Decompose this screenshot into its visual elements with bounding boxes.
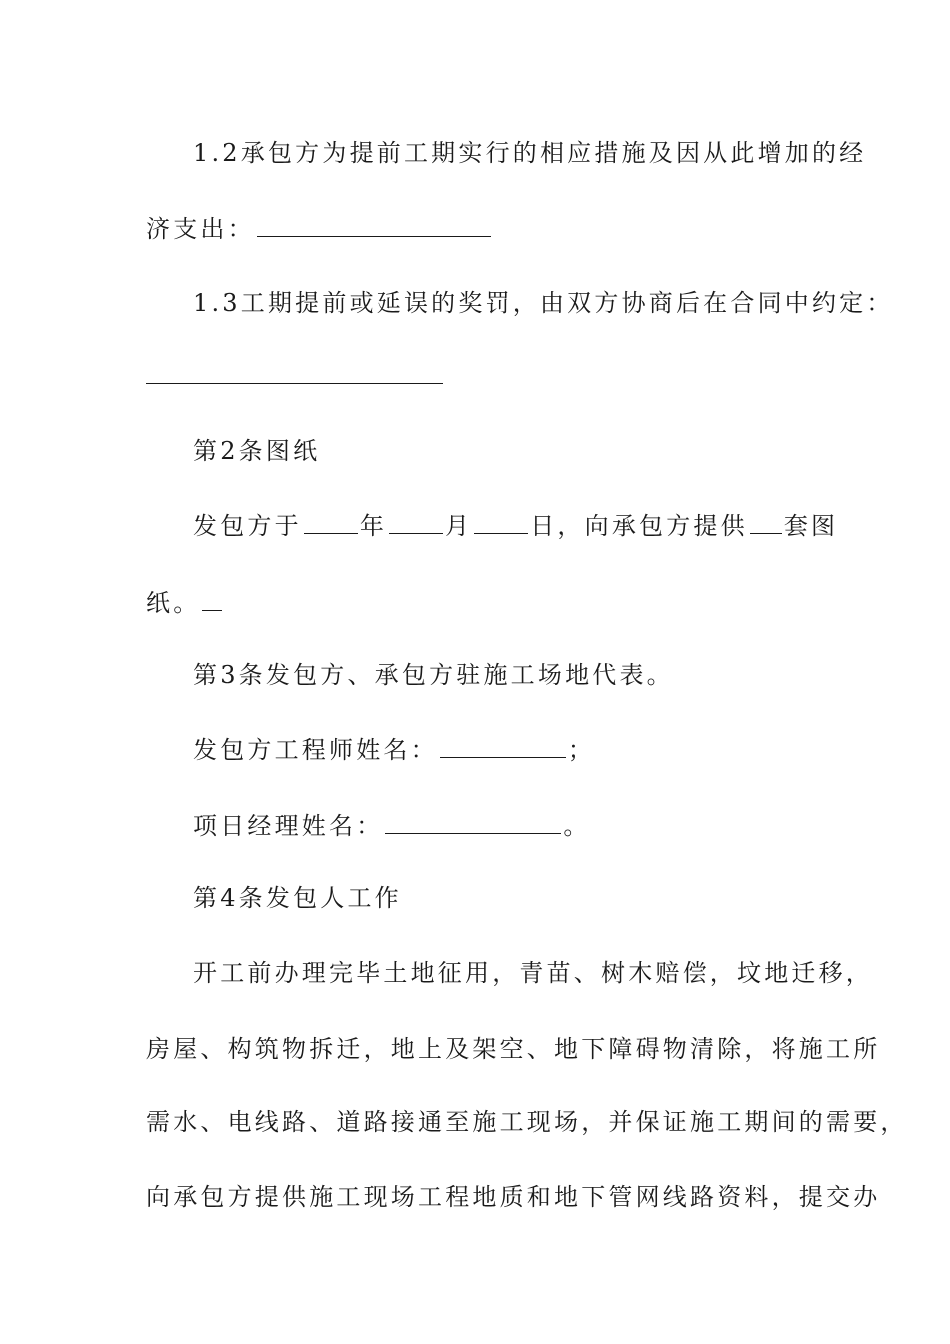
manager-name-blank	[385, 811, 561, 834]
year-blank	[304, 511, 358, 534]
clause-4-line3	[146, 1107, 908, 1137]
clause-4-line3-text: 需水、电线路、道路接通至施工现场，并保证施工期间的需要，	[146, 1108, 908, 1136]
clause-2-part1: 发包方于	[193, 512, 302, 540]
clause-4-line4	[146, 1182, 880, 1212]
month-blank	[389, 511, 443, 534]
clause-1-2-line2	[146, 214, 493, 244]
clause-2-part4: 日，向承包方提供	[530, 512, 748, 540]
clause-2-line2	[146, 588, 224, 618]
clause-4-line1-text: 开工前办理完毕土地征用，青苗、树木赔偿，坟地迁移，	[193, 959, 873, 987]
manager-suffix: 。	[563, 812, 591, 840]
clause-4-line4-text: 向承包方提供施工现场工程地质和地下管网线路资料，提交办	[146, 1183, 881, 1211]
clause-4-line2-text: 房屋、构筑物拆迁，地上及架空、地下障碍物清除，将施工所	[146, 1035, 881, 1063]
clause-2-heading-text: 第2条图纸	[193, 437, 321, 465]
reward-penalty-blank	[146, 383, 443, 384]
clause-4-line2	[146, 1034, 880, 1064]
clause-2-part3: 月	[445, 512, 473, 540]
manager-name-line	[193, 811, 591, 841]
manager-label: 项日经理姓名：	[193, 812, 384, 840]
clause-4-heading-text: 第4条发包人工作	[193, 884, 402, 912]
clause-1-2-line1	[193, 138, 866, 168]
sets-blank	[750, 511, 782, 534]
clause-1-2-label: 济支出：	[146, 215, 255, 243]
day-blank	[474, 511, 528, 534]
clause-1-3-text: 1.3工期提前或延误的奖罚，由双方协商后在合同中约定：	[193, 289, 894, 317]
clause-2-line1	[193, 511, 838, 541]
clause-2-line2-text: 纸。	[146, 589, 201, 617]
drawings-blank	[202, 588, 222, 611]
engineer-suffix: ；	[567, 736, 596, 764]
clause-1-3-line1	[193, 288, 894, 318]
clause-2-heading	[193, 436, 320, 466]
clause-2-part2: 年	[359, 512, 388, 540]
clause-2-part5: 套图	[783, 512, 839, 540]
clause-4-heading	[193, 883, 402, 913]
clause-3-heading-text: 第3条发包方、承包方驻施工场地代表。	[193, 661, 674, 689]
clause-3-heading	[193, 660, 674, 690]
engineer-label: 发包方工程师姓名：	[193, 736, 438, 764]
clause-4-line1	[193, 958, 873, 988]
engineer-name-line	[193, 735, 595, 765]
expense-blank	[257, 214, 491, 237]
engineer-name-blank	[440, 735, 566, 758]
clause-1-2-text: 1.2承包方为提前工期实行的相应措施及因从此增加的经	[193, 139, 867, 167]
